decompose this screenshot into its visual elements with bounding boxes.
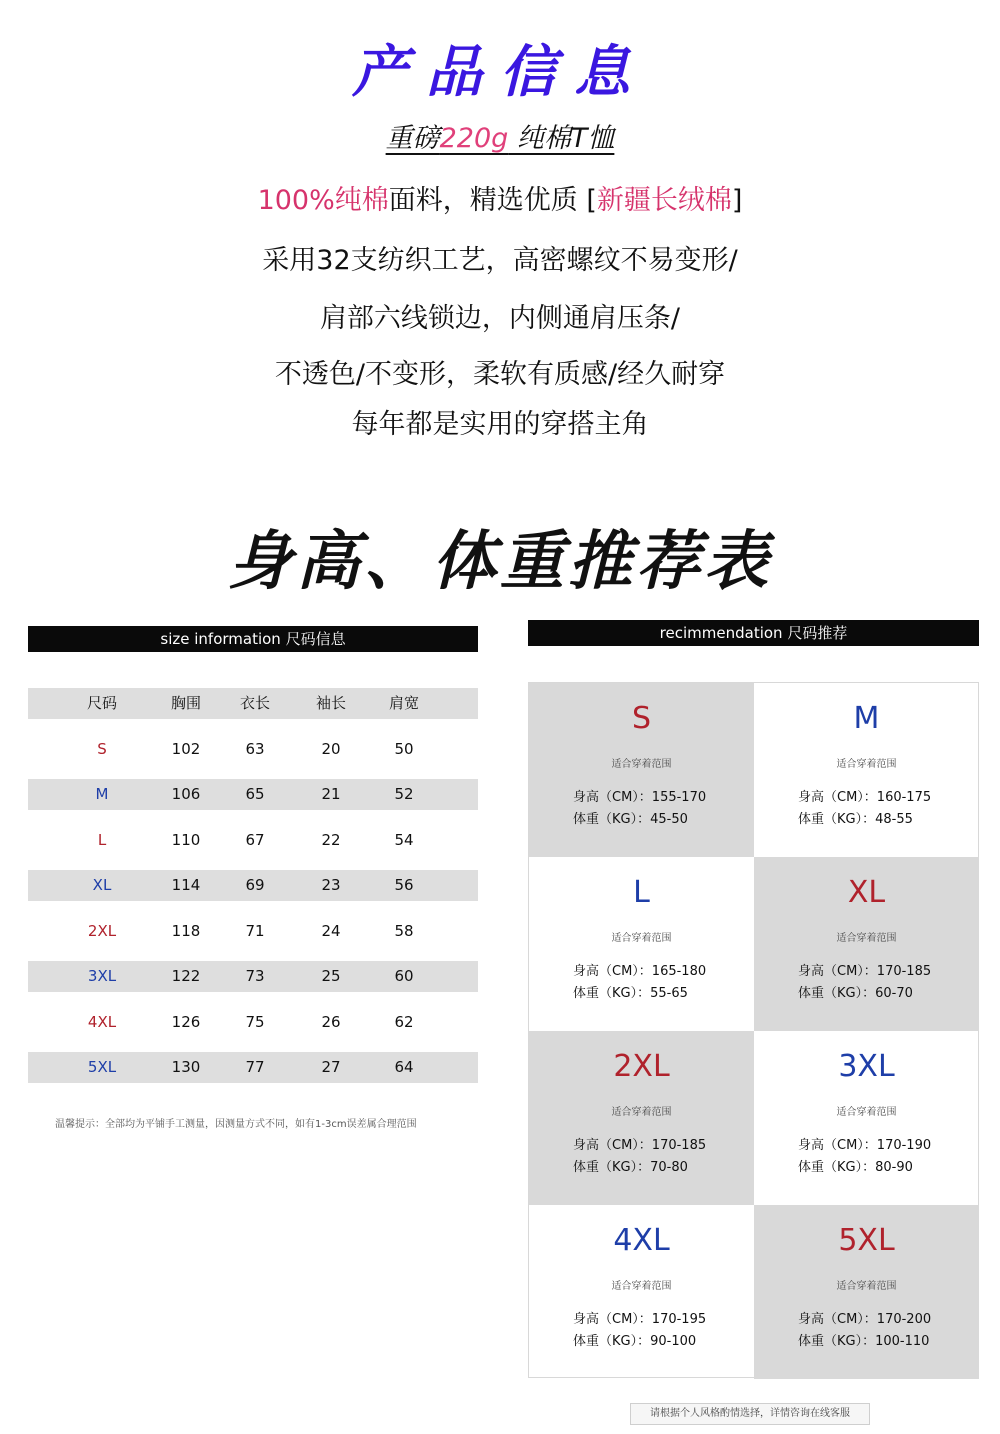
size-label: L bbox=[97, 830, 107, 849]
size-card-height: 身高（CM）：170-190 bbox=[798, 1138, 932, 1153]
size-value: 67 bbox=[245, 830, 265, 849]
size-value: 63 bbox=[245, 739, 265, 758]
size-label: M bbox=[95, 785, 109, 803]
size-value: 69 bbox=[245, 876, 265, 894]
subtitle-part-weight: 220g bbox=[439, 123, 509, 154]
size-value: 60 bbox=[394, 967, 414, 985]
size-table-header-cell: 胸围 bbox=[170, 694, 201, 712]
size-value: 56 bbox=[394, 876, 414, 894]
size-card-fit-label: 适合穿着范围 bbox=[836, 1281, 897, 1292]
size-value: 118 bbox=[171, 921, 201, 940]
description-line-2: 采用32支纺织工艺，高密螺纹不易变形/ bbox=[262, 245, 738, 276]
recommendation-title: 身高、体重推荐表 bbox=[228, 525, 772, 599]
size-value: 22 bbox=[321, 830, 341, 849]
size-card-fit-label: 适合穿着范围 bbox=[611, 759, 672, 770]
size-table-header-cell: 肩宽 bbox=[388, 694, 419, 712]
size-value: 50 bbox=[394, 739, 414, 758]
size-card-fit-label: 适合穿着范围 bbox=[611, 1107, 672, 1118]
size-value: 110 bbox=[171, 830, 201, 849]
size-card-weight: 体重（KG）：55-65 bbox=[573, 986, 688, 1001]
size-value: 64 bbox=[394, 1058, 414, 1076]
size-table-header-cell: 衣长 bbox=[239, 694, 270, 712]
size-label: XL bbox=[92, 876, 112, 894]
size-card bbox=[529, 1205, 754, 1379]
size-card-size: L bbox=[633, 875, 650, 910]
size-card-weight: 体重（KG）：45-50 bbox=[573, 812, 688, 827]
size-card-weight: 体重（KG）：48-55 bbox=[798, 812, 913, 827]
size-value: 77 bbox=[245, 1058, 265, 1076]
size-card-height: 身高（CM）：170-185 bbox=[798, 964, 932, 979]
description-line-4: 不透色/不变形，柔软有质感/经久耐穿 bbox=[274, 359, 726, 390]
measurement-note: 温馨提示：全部均为平铺手工测量，因测量方式不同，如有1-3cm误差属合理范围 bbox=[55, 1119, 417, 1130]
size-card-height: 身高（CM）：170-200 bbox=[798, 1312, 932, 1327]
size-label: 5XL bbox=[87, 1058, 117, 1076]
size-value: 73 bbox=[245, 967, 265, 985]
size-card-fit-label: 适合穿着范围 bbox=[836, 759, 897, 770]
bottom-note: 请根据个人风格酌情选择，详情咨询在线客服 bbox=[630, 1403, 870, 1425]
bracket-close: ] bbox=[731, 185, 743, 216]
size-table-row bbox=[28, 870, 478, 901]
subtitle-part-name: 纯棉T恤 bbox=[508, 123, 615, 154]
size-value: 21 bbox=[321, 785, 341, 803]
fabric-text: 面料，精选优质 [ bbox=[388, 185, 597, 216]
recommendation-grid bbox=[528, 682, 979, 1378]
product-subtitle bbox=[0, 116, 1000, 155]
size-card-fit-label: 适合穿着范围 bbox=[611, 933, 672, 944]
size-value: 24 bbox=[321, 921, 341, 940]
size-label: S bbox=[97, 739, 107, 758]
size-card-fit-label: 适合穿着范围 bbox=[836, 933, 897, 944]
size-label: 2XL bbox=[87, 921, 117, 940]
subtitle-text bbox=[386, 123, 615, 154]
size-table-row bbox=[28, 1052, 478, 1083]
size-card bbox=[529, 1031, 754, 1205]
description-line-5: 每年都是实用的穿搭主角 bbox=[351, 409, 649, 440]
cotton-origin: 新疆长绒棉 bbox=[596, 185, 732, 216]
size-card-size: 2XL bbox=[613, 1049, 670, 1084]
size-card bbox=[754, 1205, 979, 1379]
size-value: 102 bbox=[171, 739, 201, 758]
size-card-size: 5XL bbox=[838, 1223, 895, 1258]
size-card-height: 身高（CM）：170-195 bbox=[573, 1312, 707, 1327]
size-card-weight: 体重（KG）：90-100 bbox=[573, 1334, 697, 1349]
size-card-height: 身高（CM）：155-170 bbox=[573, 790, 707, 805]
size-card-weight: 体重（KG）：80-90 bbox=[798, 1160, 913, 1175]
size-table-row bbox=[28, 734, 478, 765]
size-card-size: 4XL bbox=[613, 1223, 670, 1258]
size-card bbox=[529, 683, 754, 857]
size-value: 23 bbox=[321, 876, 341, 894]
size-card-weight: 体重（KG）：100-110 bbox=[798, 1334, 930, 1349]
size-value: 54 bbox=[394, 830, 414, 849]
size-card bbox=[754, 857, 979, 1031]
size-value: 58 bbox=[394, 921, 414, 940]
size-value: 106 bbox=[171, 785, 201, 803]
size-value: 71 bbox=[245, 921, 265, 940]
size-label: 4XL bbox=[87, 1012, 117, 1031]
cotton-percent: 100%纯棉 bbox=[257, 185, 389, 216]
size-card bbox=[754, 683, 979, 857]
size-value: 114 bbox=[171, 876, 201, 894]
size-info-bar: size information 尺码信息 bbox=[28, 626, 478, 652]
size-table bbox=[28, 688, 478, 1098]
recommendation-bar: recimmendation 尺码推荐 bbox=[528, 620, 979, 646]
size-value: 27 bbox=[321, 1058, 341, 1076]
size-card-height: 身高（CM）：165-180 bbox=[573, 964, 707, 979]
size-value: 20 bbox=[321, 739, 341, 758]
size-label: 3XL bbox=[87, 967, 117, 985]
size-value: 25 bbox=[321, 967, 341, 985]
size-value: 62 bbox=[394, 1012, 414, 1031]
size-value: 65 bbox=[245, 785, 265, 803]
size-table-header-cell: 袖长 bbox=[315, 694, 346, 712]
size-table-header-cell: 尺码 bbox=[86, 694, 117, 712]
size-table-header bbox=[28, 688, 478, 719]
description-line-3: 肩部六线锁边，内侧通肩压条/ bbox=[319, 303, 681, 334]
size-card-fit-label: 适合穿着范围 bbox=[611, 1281, 672, 1292]
size-card-weight: 体重（KG）：70-80 bbox=[573, 1160, 688, 1175]
description-line-1 bbox=[0, 178, 1000, 217]
size-card-weight: 体重（KG）：60-70 bbox=[798, 986, 913, 1001]
size-table-row bbox=[28, 779, 478, 810]
size-value: 126 bbox=[171, 1012, 201, 1031]
size-card-size: 3XL bbox=[838, 1049, 895, 1084]
size-table-row bbox=[28, 1007, 478, 1038]
size-card-fit-label: 适合穿着范围 bbox=[836, 1107, 897, 1118]
size-table-row bbox=[28, 825, 478, 856]
page-title: 产品信息 bbox=[352, 40, 648, 105]
size-table-row bbox=[28, 961, 478, 992]
size-table-row bbox=[28, 916, 478, 947]
size-card-size: M bbox=[853, 701, 880, 736]
size-card-height: 身高（CM）：160-175 bbox=[798, 790, 932, 805]
size-card-height: 身高（CM）：170-185 bbox=[573, 1138, 707, 1153]
size-card-size: XL bbox=[847, 875, 886, 910]
size-value: 26 bbox=[321, 1012, 341, 1031]
size-value: 122 bbox=[171, 967, 201, 985]
size-card bbox=[529, 857, 754, 1031]
size-value: 75 bbox=[245, 1012, 265, 1031]
size-value: 52 bbox=[394, 785, 414, 803]
size-card-size: S bbox=[631, 701, 652, 736]
subtitle-part-weight-label: 重磅 bbox=[385, 123, 440, 154]
size-card bbox=[754, 1031, 979, 1205]
size-value: 130 bbox=[171, 1058, 201, 1076]
